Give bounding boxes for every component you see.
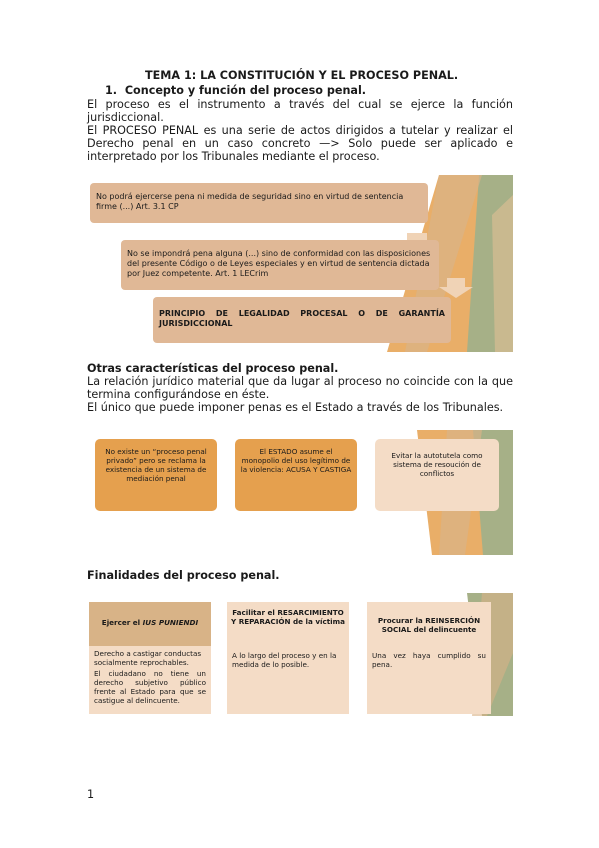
col1-head-text: Ejercer el — [101, 618, 143, 627]
col1-body-1: Derecho a castigar conductas socialmente reprochables. — [94, 649, 202, 667]
paragraph-line: El único que puede imponer penas es el Estado a través de los Tribunales. — [87, 401, 504, 414]
slide3-col1-head — [89, 602, 211, 646]
page-title: TEMA 1: LA CONSTITUCIÓN Y EL PROCESO PENAL. — [145, 69, 459, 82]
paragraph-line: termina configurándose en éste. — [87, 388, 270, 401]
section-heading-concepto — [105, 84, 425, 98]
paragraph-line: El proceso es el instrumento a través del cual se ejerce la función — [87, 98, 513, 111]
slide3-col3-body: Una vez haya cumplido su pena. — [367, 646, 491, 714]
section-number: 1. — [105, 84, 118, 97]
slide3-col1-body — [89, 646, 211, 714]
slide3-col2-head: Facilitar el RESARCIMIENTO Y REPARACIÓN de la víctima — [227, 602, 349, 646]
paragraph-line: La relación jurídico material que da lugar al proceso no coincide con la que — [87, 375, 513, 388]
col1-body-2: El ciudadano no tiene un derecho subjetivo público frente al Estado para que se castigue al delincuente. — [94, 669, 206, 705]
paragraph-line: interpretado por los Tribunales mediante el proceso. — [87, 150, 380, 163]
slide3-col2-body: A lo largo del proceso y en la medida de lo posible. — [227, 646, 349, 714]
slide3-col3-head: Procurar la REINSERCIÓN SOCIAL del delincuente — [367, 602, 491, 646]
slide2-box-1: No existe un “proceso penal privado” pero se reclama la existencia de un sistema de mediación penal — [95, 439, 217, 511]
paragraph-line: jurisdiccional. — [87, 111, 164, 124]
slide1-box-3: PRINCIPIO DE LEGALIDAD PROCESAL O DE GARANTÍA JURISDICCIONAL — [153, 297, 451, 343]
slide-legalidad — [87, 175, 513, 352]
section-title: Concepto y función del proceso penal. — [124, 84, 367, 97]
slide1-box-1: No podrá ejercerse pena ni medida de seguridad sino en virtud de sentencia firme (...) Art. 3.1 CP — [90, 183, 428, 223]
slide2-box-3: Evitar la autotutela como sistema de resoución de conflictos — [375, 439, 499, 511]
slide2-box-2: El ESTADO asume el monopolio del uso legítimo de la violencia: ACUSA Y CASTIGA — [235, 439, 357, 511]
paragraph-line: Derecho penal en un caso concreto —> Solo puede ser aplicado e — [87, 137, 513, 150]
slide-finalidades — [87, 593, 513, 716]
col1-head-italic: IUS PUNIENDI — [142, 618, 199, 627]
slide-estado — [87, 430, 513, 555]
section-heading-otras: Otras características del proceso penal. — [87, 362, 339, 375]
slide1-box-2: No se impondrá pena alguna (...) sino de conformidad con las disposiciones del presente Código o de Leyes especiales y en virtud de sentencia dictada por Juez competente. Art. 1 LECrim — [121, 240, 439, 290]
page-number: 1 — [87, 788, 95, 801]
paragraph-line: El PROCESO PENAL es una serie de actos dirigidos a tutelar y realizar el — [87, 124, 513, 137]
section-heading-finalidades: Finalidades del proceso penal. — [87, 569, 280, 582]
